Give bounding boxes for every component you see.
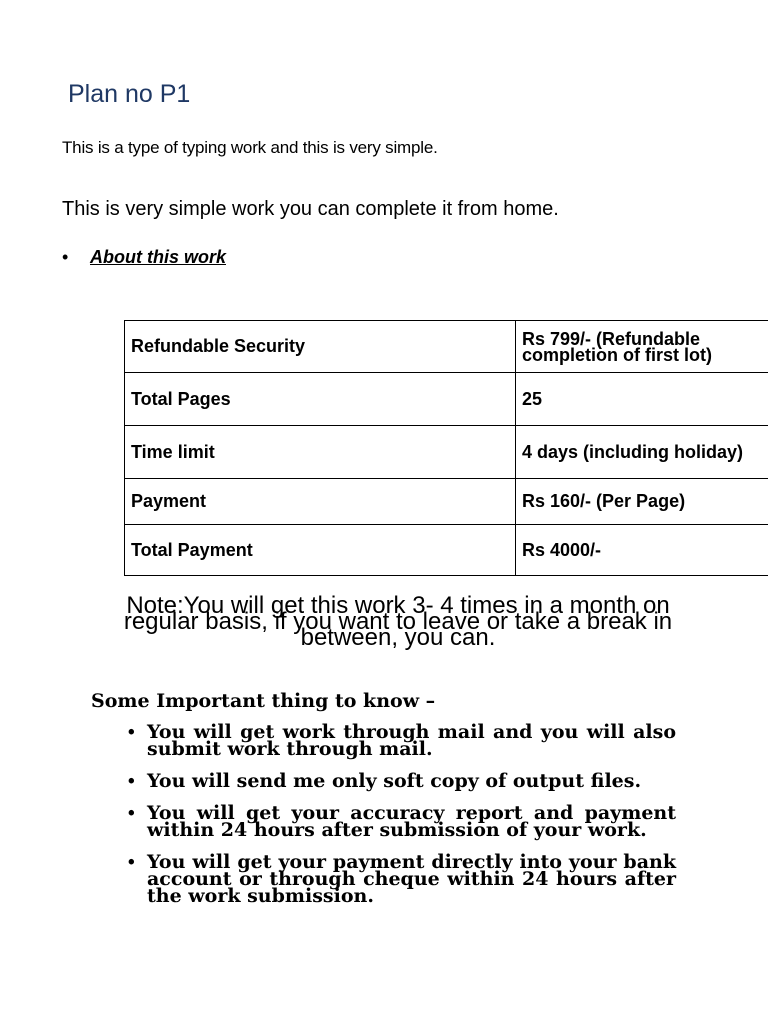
about-section	[62, 247, 226, 268]
bullet-icon: •	[128, 722, 135, 743]
list-item-text: You will get your payment directly into your bank account or through cheque within 24 hours after the work submission.	[147, 851, 676, 907]
row-value-text: Rs 799/- (Refundable completion of first lot)	[522, 328, 712, 365]
intro-text: This is a type of typing work and this is very simple.	[62, 138, 438, 157]
list-item-text: You will send me only soft copy of output files.	[147, 770, 642, 792]
list-item	[128, 802, 676, 841]
important-list	[128, 721, 676, 920]
row-key: Total Pages	[125, 373, 516, 426]
list-item	[128, 851, 676, 907]
row-value: Rs 160/- (Per Page)	[516, 479, 768, 525]
row-value: Rs 4000/-	[516, 525, 768, 576]
important-heading: Some Important thing to know –	[91, 690, 436, 712]
row-value: 25	[516, 373, 768, 426]
list-item	[128, 770, 676, 792]
list-item-text: You will get your accuracy report and payment within 24 hours after submission of your work.	[147, 802, 676, 841]
table-row	[125, 426, 768, 479]
row-value: 4 days (including holiday)	[516, 426, 768, 479]
about-label: About this work	[90, 247, 226, 267]
table-row	[125, 525, 768, 576]
list-item-text: You will get work through mail and you will also submit work through mail.	[147, 721, 676, 760]
row-value	[516, 321, 768, 373]
row-key: Total Payment	[125, 525, 516, 576]
table-row	[125, 479, 768, 525]
row-key: Payment	[125, 479, 516, 525]
row-key: Refundable Security	[125, 321, 516, 373]
row-key: Time limit	[125, 426, 516, 479]
note-text: Note:You will get this work 3- 4 times in a month on regular basis, if you want to leave or take a break in between, you can.	[123, 592, 673, 651]
work-details-table	[124, 320, 768, 576]
bullet-icon: •	[62, 247, 69, 267]
bullet-icon: •	[128, 771, 135, 792]
list-item	[128, 721, 676, 760]
bullet-icon: •	[128, 803, 135, 824]
table-row	[125, 373, 768, 426]
page-title: Plan no P1	[68, 80, 191, 108]
bullet-icon: •	[128, 852, 135, 873]
table-row	[125, 321, 768, 373]
subheading: This is very simple work you can complete it from home.	[62, 198, 559, 220]
